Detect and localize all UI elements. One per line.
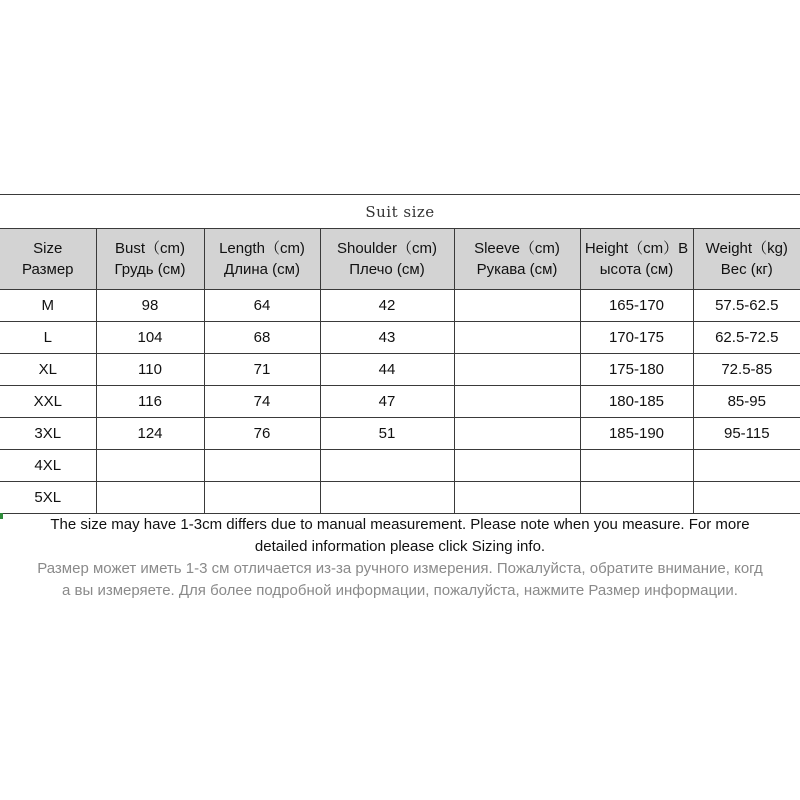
- cell-weight: [693, 450, 800, 482]
- cell-length: 74: [204, 386, 320, 418]
- cell-length: [204, 450, 320, 482]
- table-title: Suit size: [0, 195, 800, 229]
- cell-length: 64: [204, 290, 320, 322]
- cell-sleeve: [454, 450, 580, 482]
- cell-sleeve: [454, 290, 580, 322]
- header-height: Height（cm）B ысота (см): [580, 229, 693, 290]
- cell-weight: 72.5-85: [693, 354, 800, 386]
- cell-sleeve: [454, 418, 580, 450]
- note-russian: [0, 558, 800, 602]
- cell-height: [580, 482, 693, 514]
- table-row: [0, 290, 800, 322]
- table-row: [0, 418, 800, 450]
- table-row: [0, 482, 800, 514]
- cell-size: M: [0, 290, 96, 322]
- cell-bust: 116: [96, 386, 204, 418]
- cell-weight: 57.5-62.5: [693, 290, 800, 322]
- cell-length: 71: [204, 354, 320, 386]
- header-bust: Bust（cm) Грудь (см): [96, 229, 204, 290]
- cell-bust: 110: [96, 354, 204, 386]
- note-ru-line1: Размер может иметь 1-3 см отличается из-за ручного измерения. Пожалуйста, обратите внимание, когд: [37, 560, 763, 577]
- header-row: [0, 229, 800, 290]
- cell-length: [204, 482, 320, 514]
- cell-weight: [693, 482, 800, 514]
- size-notes: [0, 514, 800, 602]
- cell-shoulder: 47: [320, 386, 454, 418]
- note-english: [0, 514, 800, 558]
- table-row: [0, 354, 800, 386]
- cell-weight: 62.5-72.5: [693, 322, 800, 354]
- header-weight: Weight（kg) Вес (кг): [693, 229, 800, 290]
- table-row: [0, 450, 800, 482]
- note-ru-line2: а вы измеряете. Для более подробной информации, пожалуйста, нажмите Размер информации.: [62, 582, 738, 599]
- note-en-line1: The size may have 1-3cm differs due to manual measurement. Please note when you measure. For more: [50, 516, 750, 533]
- cell-height: [580, 450, 693, 482]
- cell-sleeve: [454, 386, 580, 418]
- note-en-line2: detailed information please click Sizing info.: [254, 538, 546, 555]
- cell-height: 180-185: [580, 386, 693, 418]
- cell-length: 68: [204, 322, 320, 354]
- cell-shoulder: 51: [320, 418, 454, 450]
- cell-weight: 95-115: [693, 418, 800, 450]
- cell-height: 170-175: [580, 322, 693, 354]
- cell-shoulder: [320, 482, 454, 514]
- header-shoulder: Shoulder（cm) Плечо (см): [320, 229, 454, 290]
- cell-bust: 98: [96, 290, 204, 322]
- cell-sleeve: [454, 354, 580, 386]
- cell-sleeve: [454, 482, 580, 514]
- cell-shoulder: 42: [320, 290, 454, 322]
- cell-height: 185-190: [580, 418, 693, 450]
- cell-shoulder: [320, 450, 454, 482]
- header-sleeve: Sleeve（cm) Рукава (см): [454, 229, 580, 290]
- header-length: Length（cm) Длина (см): [204, 229, 320, 290]
- cell-sleeve: [454, 322, 580, 354]
- cell-shoulder: 44: [320, 354, 454, 386]
- table-row: [0, 386, 800, 418]
- size-chart-table: [0, 194, 800, 514]
- cell-length: 76: [204, 418, 320, 450]
- cell-size: L: [0, 322, 96, 354]
- header-size: Size Размер: [0, 229, 96, 290]
- cell-size: 4XL: [0, 450, 96, 482]
- cell-size: XL: [0, 354, 96, 386]
- cell-height: 175-180: [580, 354, 693, 386]
- cell-size: XXL: [0, 386, 96, 418]
- cell-shoulder: 43: [320, 322, 454, 354]
- cell-bust: [96, 450, 204, 482]
- cell-size: 3XL: [0, 418, 96, 450]
- cell-weight: 85-95: [693, 386, 800, 418]
- table-row: [0, 322, 800, 354]
- cell-bust: 104: [96, 322, 204, 354]
- cell-bust: [96, 482, 204, 514]
- cell-bust: 124: [96, 418, 204, 450]
- cell-size: 5XL: [0, 482, 96, 514]
- cell-height: 165-170: [580, 290, 693, 322]
